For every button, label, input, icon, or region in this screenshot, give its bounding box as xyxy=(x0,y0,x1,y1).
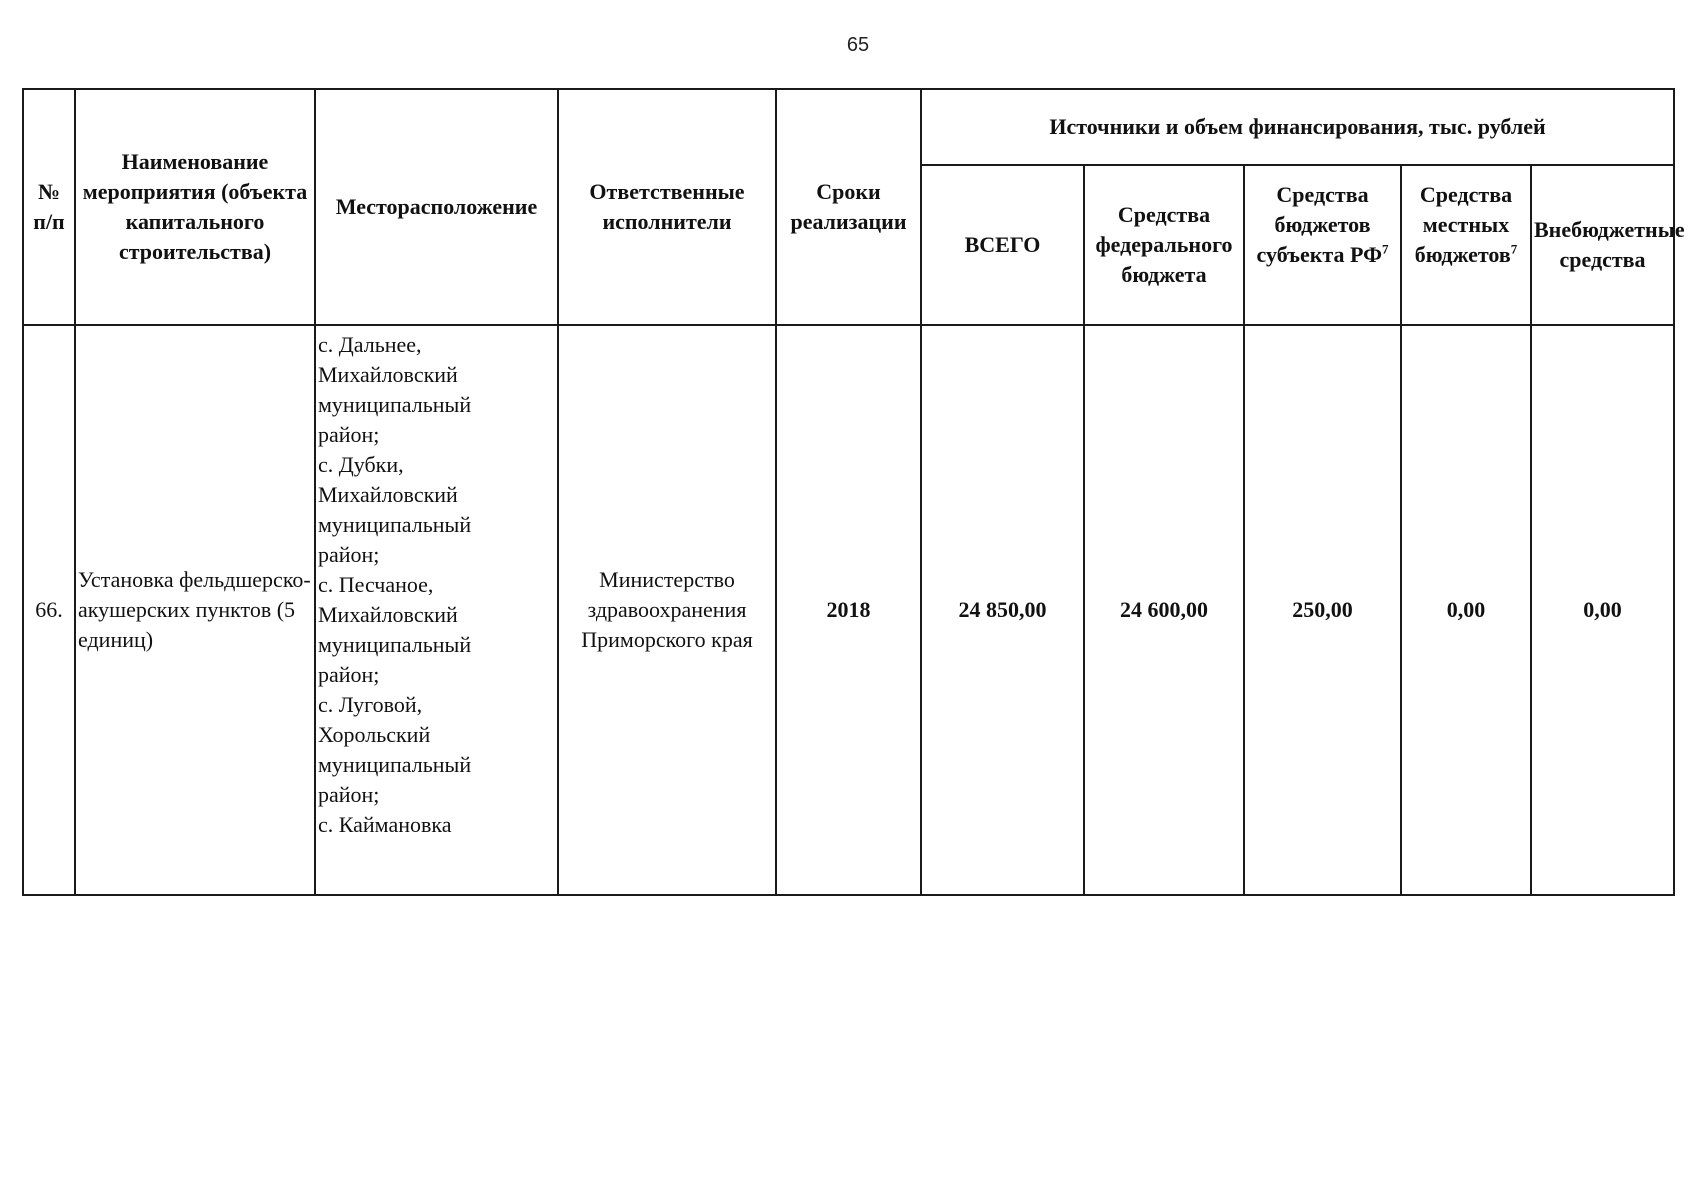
row-extra: 0,00 xyxy=(1531,325,1674,895)
location-line: муниципальный xyxy=(318,512,472,537)
location-line: с. Песчаное, xyxy=(318,572,434,597)
location-line: Михайловский xyxy=(318,602,458,627)
header-extra: Внебюджетные средства xyxy=(1531,165,1674,325)
header-funding: Источники и объем финансирования, тыс. рублей xyxy=(921,89,1674,165)
row-name: Установка фельдшерско-акушерских пунктов (5 единиц) xyxy=(75,325,315,895)
row-total: 24 850,00 xyxy=(921,325,1084,895)
header-local-label: Средства местных бюджетов xyxy=(1414,182,1513,267)
row-location xyxy=(315,325,558,895)
location-line: с. Дальнее, xyxy=(318,332,422,357)
header-regional-label: Средства бюджетов субъекта РФ xyxy=(1256,182,1382,267)
location-line: район; xyxy=(318,542,380,567)
location-line: с. Дубки, xyxy=(318,452,404,477)
location-line: муниципальный xyxy=(318,392,472,417)
header-regional-footnote: 7 xyxy=(1381,241,1389,257)
location-line: муниципальный xyxy=(318,752,472,777)
financing-table xyxy=(22,88,1685,896)
row-local: 0,00 xyxy=(1401,325,1531,895)
row-number: 66. xyxy=(23,325,75,895)
row-period: 2018 xyxy=(776,325,921,895)
header-total: ВСЕГО xyxy=(921,165,1084,325)
header-local-footnote: 7 xyxy=(1510,241,1518,257)
header-location: Месторасположение xyxy=(315,89,558,325)
location-line: с. Луговой, xyxy=(318,692,423,717)
location-line: Михайловский xyxy=(318,362,458,387)
row-regional: 250,00 xyxy=(1244,325,1401,895)
header-number: № п/п xyxy=(23,89,75,325)
location-line: Хорольский xyxy=(318,722,431,747)
header-name: Наименование мероприятия (объекта капитального строительства) xyxy=(75,89,315,325)
page-number: 65 xyxy=(846,34,870,56)
header-local xyxy=(1401,165,1531,325)
header-federal: Средства федерального бюджета xyxy=(1084,165,1244,325)
header-regional xyxy=(1244,165,1401,325)
row-executors: Министерство здравоохранения Приморского края xyxy=(558,325,776,895)
location-line: муниципальный xyxy=(318,632,472,657)
table-row xyxy=(23,325,1674,895)
header-period: Сроки реализации xyxy=(776,89,921,325)
row-federal: 24 600,00 xyxy=(1084,325,1244,895)
location-line: район; xyxy=(318,422,380,447)
location-line: район; xyxy=(318,782,380,807)
header-executors: Ответственные исполнители xyxy=(558,89,776,325)
location-line: район; xyxy=(318,662,380,687)
location-line: Михайловский xyxy=(318,482,458,507)
location-line: с. Каймановка xyxy=(318,812,452,837)
